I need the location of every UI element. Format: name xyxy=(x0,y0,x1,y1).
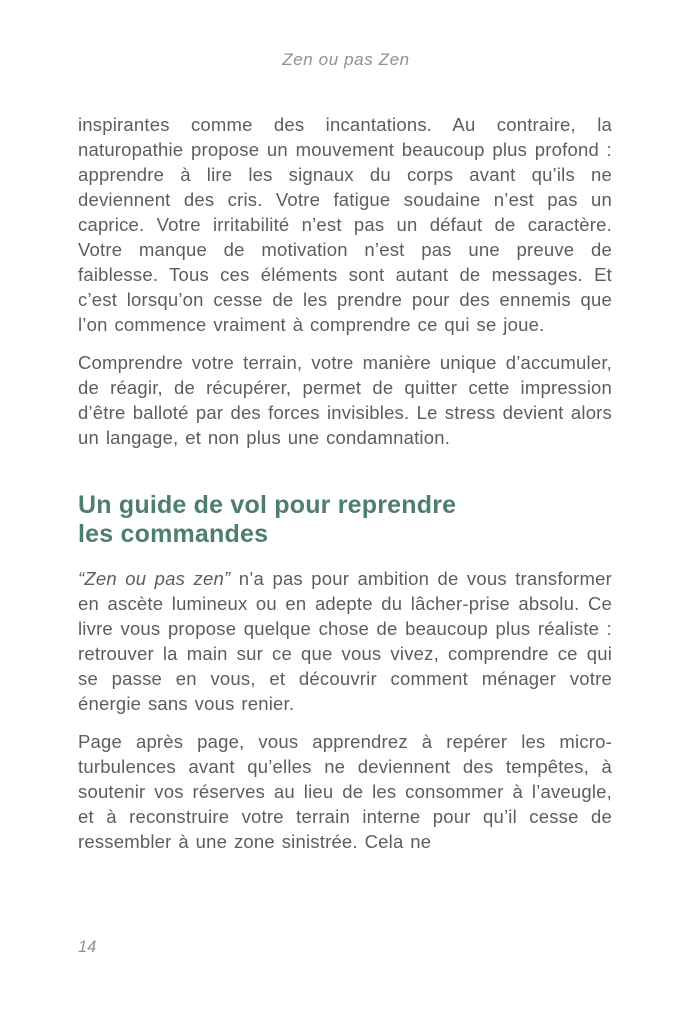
section-heading-line-2: les commandes xyxy=(78,520,269,548)
running-header: Zen ou pas Zen xyxy=(282,50,410,69)
section-heading-line-1: Un guide de vol pour reprendre xyxy=(78,491,457,519)
paragraph-3-text: n’a pas pour ambition de vous transformer en ascète lumineux ou en adepte du lâcher-prise absolu. Ce livre vous propose quelque chose de beaucoup plus réaliste : retrouver la main sur ce que vous vivez, comprendre ce qui se passe en vous, et découvrir comment ménager votre énergie sans vous renier. xyxy=(78,568,612,714)
page-number: 14 xyxy=(78,938,97,956)
book-title-italic: “Zen ou pas zen” xyxy=(78,568,231,589)
paragraph-1: inspirantes comme des incantations. Au contraire, la naturopathie propose un mouvement beaucoup plus profond : apprendre à lire les signaux du corps avant qu’ils ne deviennent des cris. Votre fatigue soudaine n’est pas un caprice. Votre irritabilité n’est pas un défaut de caractère. Votre manque de motivation n’est pas une preuve de faiblesse. Tous ces éléments sont autant de messages. Et c’est lorsqu’on cesse de les prendre pour des ennemis que l’on commence vraiment à comprendre ce qui se joue. xyxy=(78,114,612,335)
section-heading xyxy=(78,491,612,549)
page-content xyxy=(78,112,612,867)
paragraph-3 xyxy=(78,566,612,716)
paragraph-2: Comprendre votre terrain, votre manière unique d’accumuler, de réagir, de récupérer, permet de quitter cette impression d’être balloté par des forces invisibles. Le stress devient alors un langage, et non plus une condamnation. xyxy=(78,352,612,448)
paragraph-4: Page après page, vous apprendrez à repérer les micro-turbulences avant qu’elles ne deviennent des tempêtes, à soutenir vos réserves au lieu de les consommer à l’aveugle, et à reconstruire votre terrain interne pour qu’il cesse de ressembler à une zone sinistrée. Cela ne xyxy=(78,731,612,852)
